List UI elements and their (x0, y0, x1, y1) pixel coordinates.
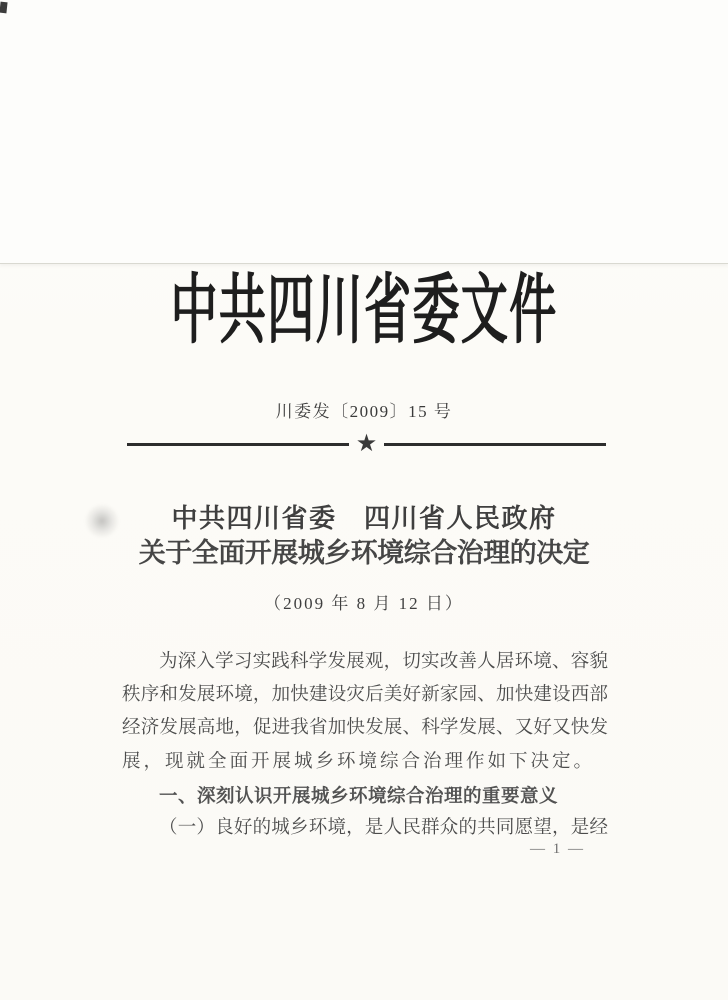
document-title-issuers: 中共四川省委 四川省人民政府 (171, 504, 557, 533)
divider-rule-left (127, 443, 349, 446)
body-line: 为深入学习实践科学发展观，切实改善人居环境、容貌 (159, 652, 608, 672)
body-line: 展，现就全面开展城乡环境综合治理作如下决定。 (122, 751, 596, 772)
divider-rule-right (384, 443, 606, 446)
document-masthead: 中共四川省委文件 (170, 269, 558, 353)
body-line: （一）良好的城乡环境，是人民群众的共同愿望，是经 (159, 818, 608, 839)
star-icon: ★ (355, 429, 378, 457)
document-title-subject: 关于全面开展城乡环境综合治理的决定 (138, 538, 590, 568)
scan-corner-mark (0, 2, 8, 14)
body-line: 经济发展高地，促进我省加快发展、科学发展、又好又快发 (122, 718, 608, 739)
masthead-divider (127, 429, 606, 457)
paper-edge-line (0, 10, 728, 12)
masthead-container (0, 269, 728, 353)
document-body (122, 646, 608, 845)
page-number: — 1 — (530, 841, 585, 857)
paper-top-sheet (0, 0, 728, 264)
body-line: 秩序和发展环境，加快建设灾后美好新家园、加快建设西部 (122, 685, 608, 706)
document-number: 川委发〔2009〕15 号 (275, 402, 453, 421)
section-heading: 一、深刻认识开展城乡环境综合治理的重要意义 (159, 784, 559, 806)
document-date: （2009 年 8 月 12 日） (264, 594, 464, 613)
